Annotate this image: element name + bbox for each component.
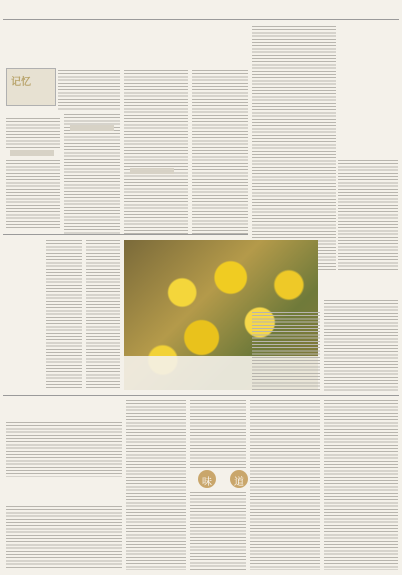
body-text (126, 400, 186, 570)
news-text (6, 506, 122, 570)
body-text (250, 400, 320, 570)
body-text (124, 70, 188, 234)
masthead-rule (3, 19, 399, 20)
taste-char-2: 道 (234, 477, 244, 488)
body-text (324, 300, 398, 392)
subhead-bar (10, 150, 54, 156)
divider (3, 234, 248, 235)
poem-text (86, 240, 120, 390)
body-text (324, 400, 398, 570)
body-text (6, 118, 60, 148)
column-logo-text: 记忆 (11, 77, 31, 88)
body-text (190, 400, 246, 470)
body-text (338, 160, 398, 270)
divider (3, 395, 399, 396)
subhead-bar (70, 125, 114, 131)
news-text (6, 422, 122, 477)
subhead-bar (130, 168, 174, 174)
body-text (6, 160, 60, 230)
taste-char-1: 味 (202, 477, 212, 488)
body-text (252, 312, 320, 392)
column-logo-box (6, 68, 56, 106)
body-text (190, 492, 246, 570)
body-text (252, 26, 336, 271)
body-text (58, 70, 120, 110)
body-text (192, 70, 248, 234)
body-text (64, 114, 120, 234)
poem-text (46, 240, 82, 390)
